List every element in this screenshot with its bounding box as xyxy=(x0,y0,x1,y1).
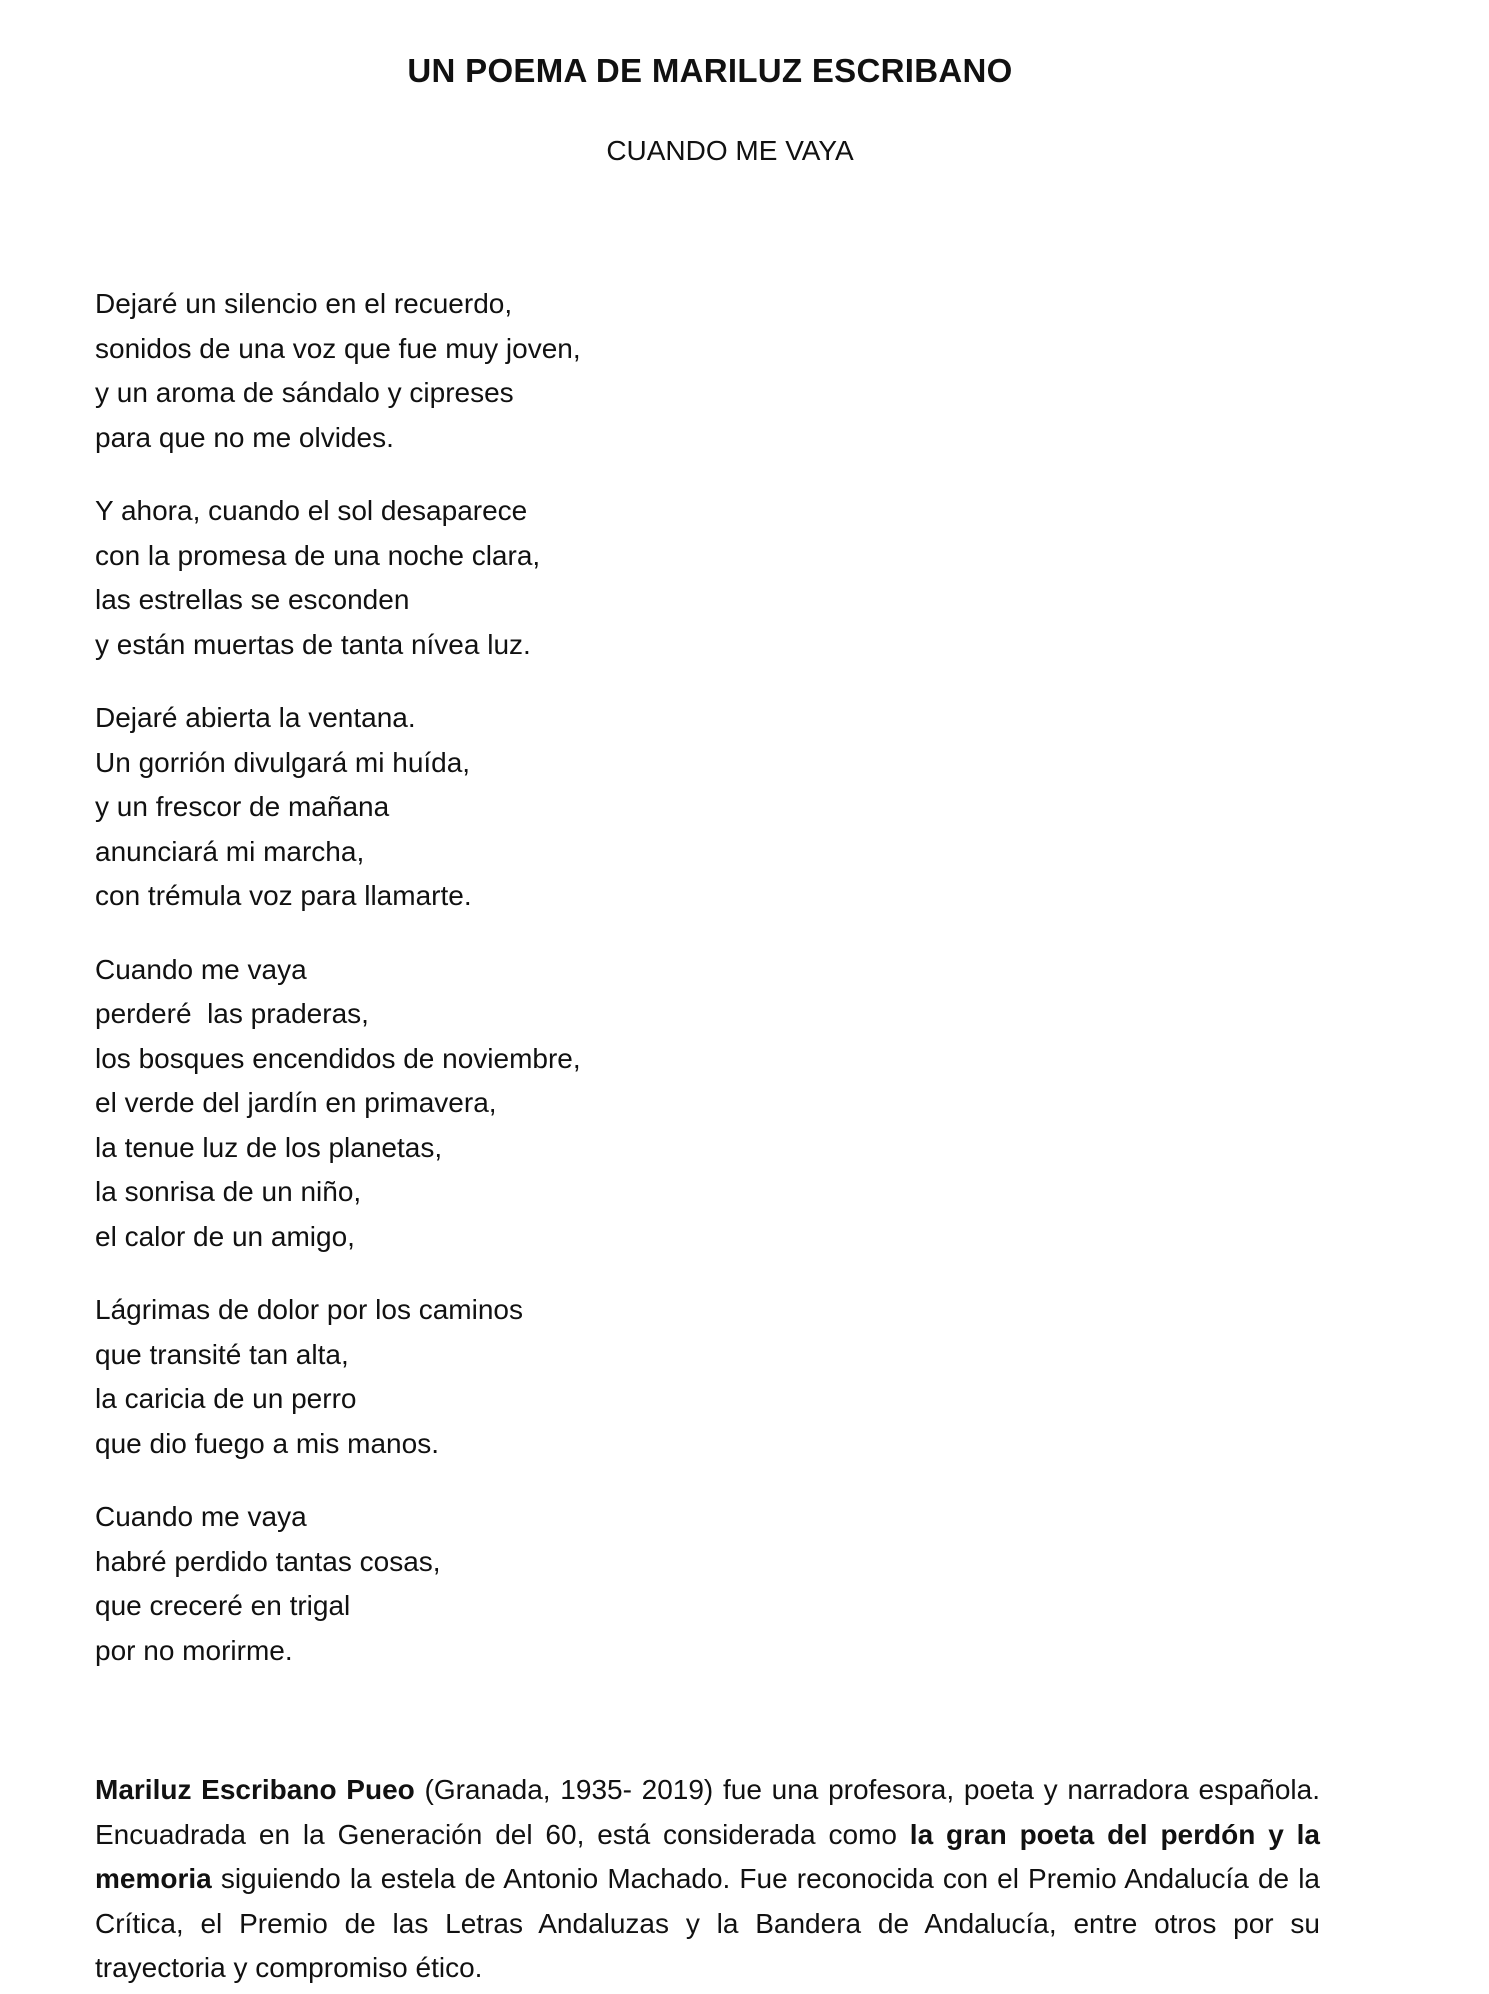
poem-line: la tenue luz de los planetas, xyxy=(95,1131,443,1163)
poem-line: y están muertas de tanta nívea luz. xyxy=(95,628,531,660)
poem-line: Dejaré abierta la ventana. xyxy=(95,702,416,733)
poem-line: habré perdido tantas cosas, xyxy=(95,1545,441,1577)
document-title: UN POEMA DE MARILUZ ESCRIBANO xyxy=(407,52,1013,89)
stanza-2 xyxy=(95,489,995,667)
poem-line: las estrellas se esconden xyxy=(95,584,410,615)
poem-line: los bosques encendidos de noviembre, xyxy=(95,1042,581,1074)
poem-line: Un gorrión divulgará mi huída, xyxy=(95,746,471,778)
poem-line: con la promesa de una noche clara, xyxy=(95,539,541,571)
poem-title: CUANDO ME VAYA xyxy=(606,135,854,166)
poem-line: la sonrisa de un niño, xyxy=(95,1176,362,1207)
poem-line: el calor de un amigo, xyxy=(95,1220,355,1252)
poem-body xyxy=(95,282,995,1702)
poem-line: Lágrimas de dolor por los caminos xyxy=(95,1294,523,1325)
poem-line: y un aroma de sándalo y cipreses xyxy=(95,377,514,408)
poem-line: que creceré en trigal xyxy=(95,1590,351,1621)
poem-line: Cuando me vaya xyxy=(95,1501,307,1532)
poem-line: el verde del jardín en primavera, xyxy=(95,1087,497,1118)
stanza-6 xyxy=(95,1495,995,1673)
author-name: Mariluz Escribano Pueo xyxy=(95,1774,415,1805)
poem-line: Y ahora, cuando el sol desaparece xyxy=(95,495,528,526)
poem-line: que dio fuego a mis manos. xyxy=(95,1427,439,1459)
poem-line: con trémula voz para llamarte. xyxy=(95,880,472,911)
poem-line: para que no me olvides. xyxy=(95,421,394,453)
stanza-5 xyxy=(95,1288,995,1466)
bio-text: siguiendo la estela de Antonio Machado. Fue reconocida con el Premio Andalucía de la Crítica, el Premio de las Letras Andaluzas y la Bandera de Andalucía, entre otros por su trayectoria y compromiso ético. xyxy=(95,1863,1320,1983)
poem-line: Dejaré un silencio en el recuerdo, xyxy=(95,288,513,319)
author-bio xyxy=(95,1768,1320,1991)
poem-line: por no morirme. xyxy=(95,1634,293,1666)
bio-text: (Granada, 1935- 2019) fue una profesora, poeta y narradora española. Encuadrada en la Generación del 60, está considerada como xyxy=(95,1774,1320,1850)
stanza-1 xyxy=(95,282,995,460)
poem-line: Cuando me vaya xyxy=(95,953,307,985)
stanza-4 xyxy=(95,948,995,1260)
bio-highlight: la gran poeta del perdón y la memoria xyxy=(95,1818,1320,1894)
poem-line: que transité tan alta, xyxy=(95,1338,349,1370)
poem-line: sonidos de una voz que fue muy joven, xyxy=(95,332,581,364)
poem-line: anunciará mi marcha, xyxy=(95,835,365,867)
poem-line: y un frescor de mañana xyxy=(95,791,390,822)
poem-line: la caricia de un perro xyxy=(95,1383,357,1414)
stanza-3 xyxy=(95,696,995,919)
poem-line: perderé las praderas, xyxy=(95,998,369,1029)
